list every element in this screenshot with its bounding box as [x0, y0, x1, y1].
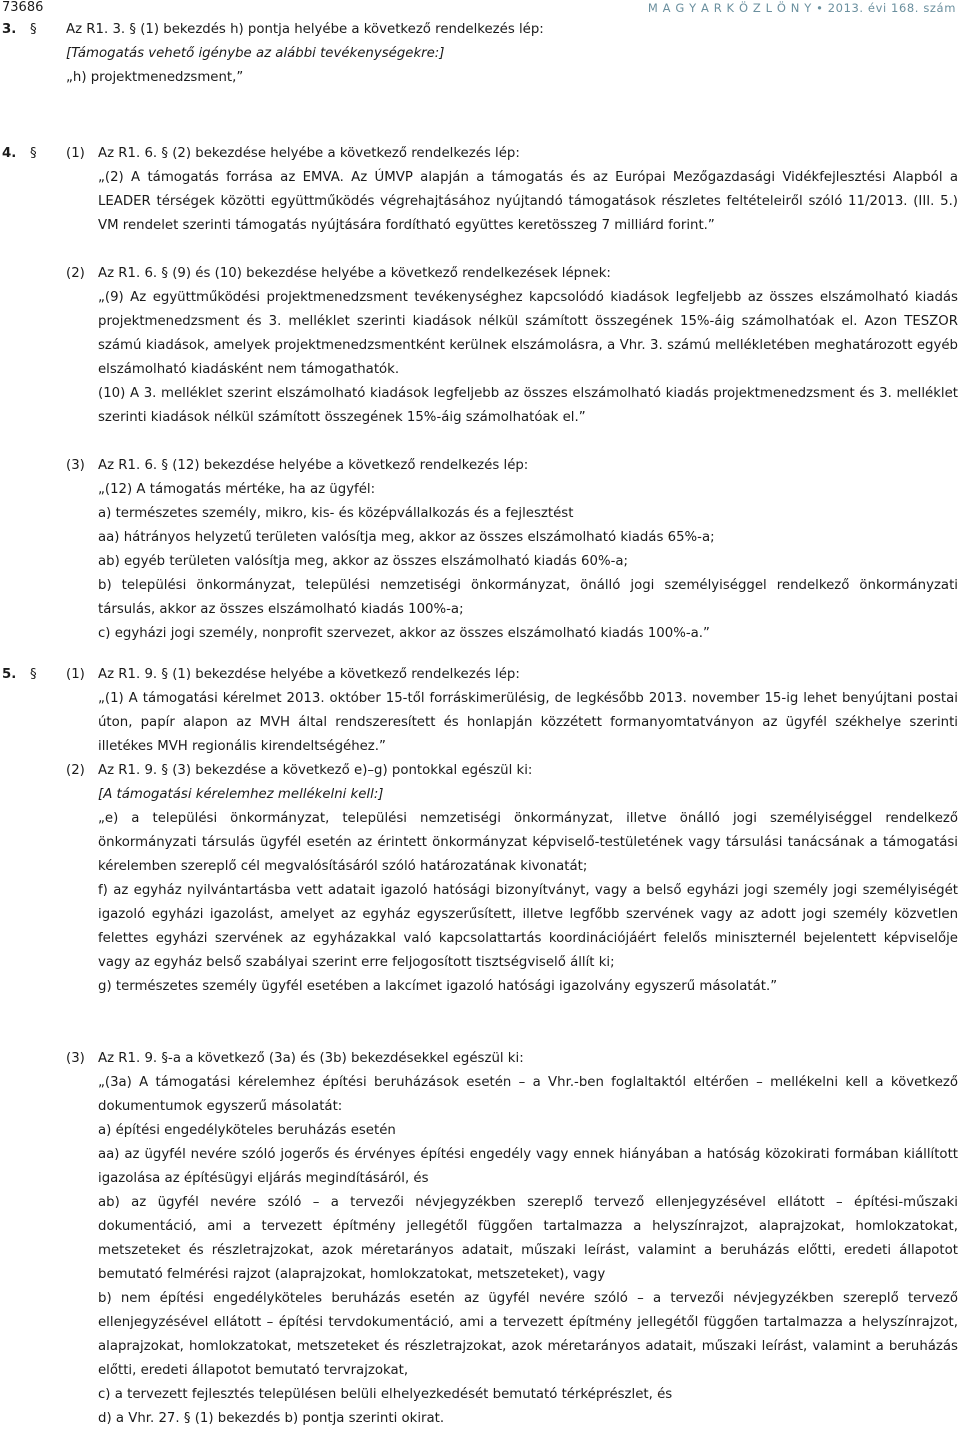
paragraph: b) nem építési engedélyköteles beruházás esetén az ügyfél nevére szóló – a tervezői névjegyzékben szereplő tervező ellenjegyzésével ellátott – építési tervdokumentáció, ami a tervezett építmény jellegétől függően tartalmazza a helyszínrajzot, alaprajzokat, homlokzatokat, metszeteket és részletrajzokat, azok méretarányos adatait, műszaki leírást, valamint a beruházás előtti, eredeti állapotot bemutató tervrajzokat, — [98, 1291, 958, 1378]
paragraph: „e) a települési önkormányzat, települési nemzetiségi önkormányzat, illetve önálló jogi személyiséggel rendelkező önkormányzati társulás ügyfél esetén az érintett önkormányzat képviselő-testületének vagy társulási tanácsának a támogatási kérelemben szereplő cél megvalósításáról szóló határozatának kivonatát; — [98, 811, 958, 874]
paragraph: [A támogatási kérelemhez mellékelni kell:] — [98, 787, 384, 802]
paragraph: a) természetes személy, mikro, kis- és középvállalkozás és a fejlesztést — [98, 506, 574, 521]
paragraph: Az R1. 3. § (1) bekezdés h) pontja helyébe a következő rendelkezés lép: — [66, 22, 544, 37]
paragraph: f) az egyház nyilvántartásba vett adatait igazoló hatósági bizonyítványt, vagy a belső egyházi jogi személy jogi személyiségét igazoló egyházi igazolást, amelyet az egyház egyszerűsített, illetve legfőbb szervének vagy az adott jogi személy közvetlen felettes egyházi szervének az egyházakkal való kapcsolattartás koordinációjáért felelős miniszternél bejelentett képviselője vagy az egyház belső szabályai szerint erre feljogosított tisztségviselő állít ki; — [98, 883, 958, 970]
subsection-label: (3) — [66, 1051, 85, 1066]
paragraph: „(2) A támogatás forrása az EMVA. Az ÚMVP alapján a támogatás és az Európai Mezőgazdasági Vidékfejlesztési Alapból a LEADER térségek közötti együttműködés végrehajtásához nyújtandó támogatások részletes feltételeiről szóló 11/2013. (III. 5.) VM rendelet szerinti támogatás nyújtására fordítható együttes keretösszeg 7 milliárd forint.” — [98, 170, 958, 233]
section-sign: § — [30, 146, 37, 161]
subsection-label: (2) — [66, 763, 85, 778]
paragraph: (10) A 3. melléklet szerint elszámolható kiadások legfeljebb az összes elszámolható kiadás projektmenedzsment és 3. melléklet szerinti kiadások nélkül számított összegének 15%-áig számolhatóak el.” — [98, 386, 958, 425]
paragraph: Az R1. 9. §-a a következő (3a) és (3b) bekezdésekkel egészül ki: — [98, 1051, 524, 1066]
paragraph: aa) az ügyfél nevére szóló jogerős és érvényes építési engedély vagy ennek hiányában a hatóság közokirati formában kiállított igazolása az építésügyi eljárás megindításáról, és — [98, 1147, 958, 1186]
paragraph: „(1) A támogatási kérelmet 2013. október 15-től forráskimerülésig, de legkésőbb 2013. november 15-ig lehet benyújtani postai úton, papír alapon az MVH által rendszeresített és honlapján közzétett formanyomtatványon az ügyfél székhelye szerinti illetékes MVH regionális kirendeltségéhez.” — [98, 691, 958, 754]
paragraph: „(3a) A támogatási kérelemhez építési beruházások esetén – a Vhr.-ben foglaltaktól eltérően – mellékelni kell a következő dokumentumok egyszerű másolatát: — [98, 1075, 958, 1114]
section-sign: § — [30, 667, 37, 682]
subsection-label: (3) — [66, 458, 85, 473]
paragraph: Az R1. 6. § (2) bekezdése helyébe a következő rendelkezés lép: — [98, 146, 520, 161]
section-number: 4. — [2, 146, 17, 161]
paragraph: d) a Vhr. 27. § (1) bekezdés b) pontja szerinti okirat. — [98, 1411, 445, 1426]
paragraph: ab) az ügyfél nevére szóló – a tervezői névjegyzékben szereplő tervező ellenjegyzésével ellátott – építési-műszaki dokumentáció, ami a tervezett építmény jellegétől függően tartalmazza a helyszínrajzot, alaprajzokat, homlokzatokat, metszeteket és részletrajzokat, azok méretarányos adatait, műszaki leírást, valamint a beruházás előtti, eredeti állapotot bemutató felmérési rajzot (alaprajzokat, homlokzatokat, metszeteket), vagy — [98, 1195, 958, 1282]
paragraph: „h) projektmenedzsment,” — [66, 70, 244, 85]
paragraph: a) építési engedélyköteles beruházás esetén — [98, 1123, 396, 1138]
paragraph: g) természetes személy ügyfél esetében a lakcímet igazoló hatósági igazolvány egyszerű másolatát.” — [98, 979, 778, 994]
section-sign: § — [30, 22, 37, 37]
paragraph: Az R1. 9. § (3) bekezdése a következő e)–g) pontokkal egészül ki: — [98, 763, 533, 778]
paragraph: „(12) A támogatás mértéke, ha az ügyfél: — [98, 482, 376, 497]
subsection-label: (2) — [66, 266, 85, 281]
paragraph: aa) hátrányos helyzetű területen valósítja meg, akkor az összes elszámolható kiadás 65%-a; — [98, 530, 715, 545]
paragraph: Az R1. 6. § (12) bekezdése helyébe a következő rendelkezés lép: — [98, 458, 529, 473]
paragraph: c) a tervezett fejlesztés településen belüli elhelyezkedését bemutató térképrészlet, és — [98, 1387, 673, 1402]
paragraph: Az R1. 9. § (1) bekezdése helyébe a következő rendelkezés lép: — [98, 667, 520, 682]
section-number: 5. — [2, 667, 17, 682]
subsection-label: (1) — [66, 667, 85, 682]
paragraph: b) települési önkormányzat, települési nemzetiségi önkormányzat, önálló jogi személyiséggel rendelkező önkormányzati társulás, akkor az összes elszámolható kiadás 100%-a; — [98, 578, 958, 617]
page-number: 73686 — [2, 0, 44, 15]
paragraph: [Támogatás vehető igénybe az alábbi tevékenységekre:] — [66, 46, 445, 61]
publication-title: M A G Y A R K Ö Z L Ö N Y • 2013. évi 168. szám — [647, 1, 956, 15]
paragraph: ab) egyéb területen valósítja meg, akkor az összes elszámolható kiadás 60%-a; — [98, 554, 629, 569]
paragraph: c) egyházi jogi személy, nonprofit szervezet, akkor az összes elszámolható kiadás 100%-a.” — [98, 626, 710, 641]
subsection-label: (1) — [66, 146, 85, 161]
paragraph: Az R1. 6. § (9) és (10) bekezdése helyébe a következő rendelkezések lépnek: — [98, 266, 611, 281]
section-number: 3. — [2, 22, 17, 37]
paragraph: „(9) Az együttműködési projektmenedzsment tevékenységhez kapcsolódó kiadások legfeljebb az összes elszámolható kiadás projektmenedzsment és 3. melléklet szerinti kiadások nélkül számított összegének 15%-áig számolhatóak el. Azon TESZOR számú kiadások, amelyek projektmenedzsmentként kerülnek elszámolásra, a Vhr. 3. számú mellékletében meghatározott egyéb elszámolható kiadásként nem támogathatók. — [98, 290, 958, 377]
